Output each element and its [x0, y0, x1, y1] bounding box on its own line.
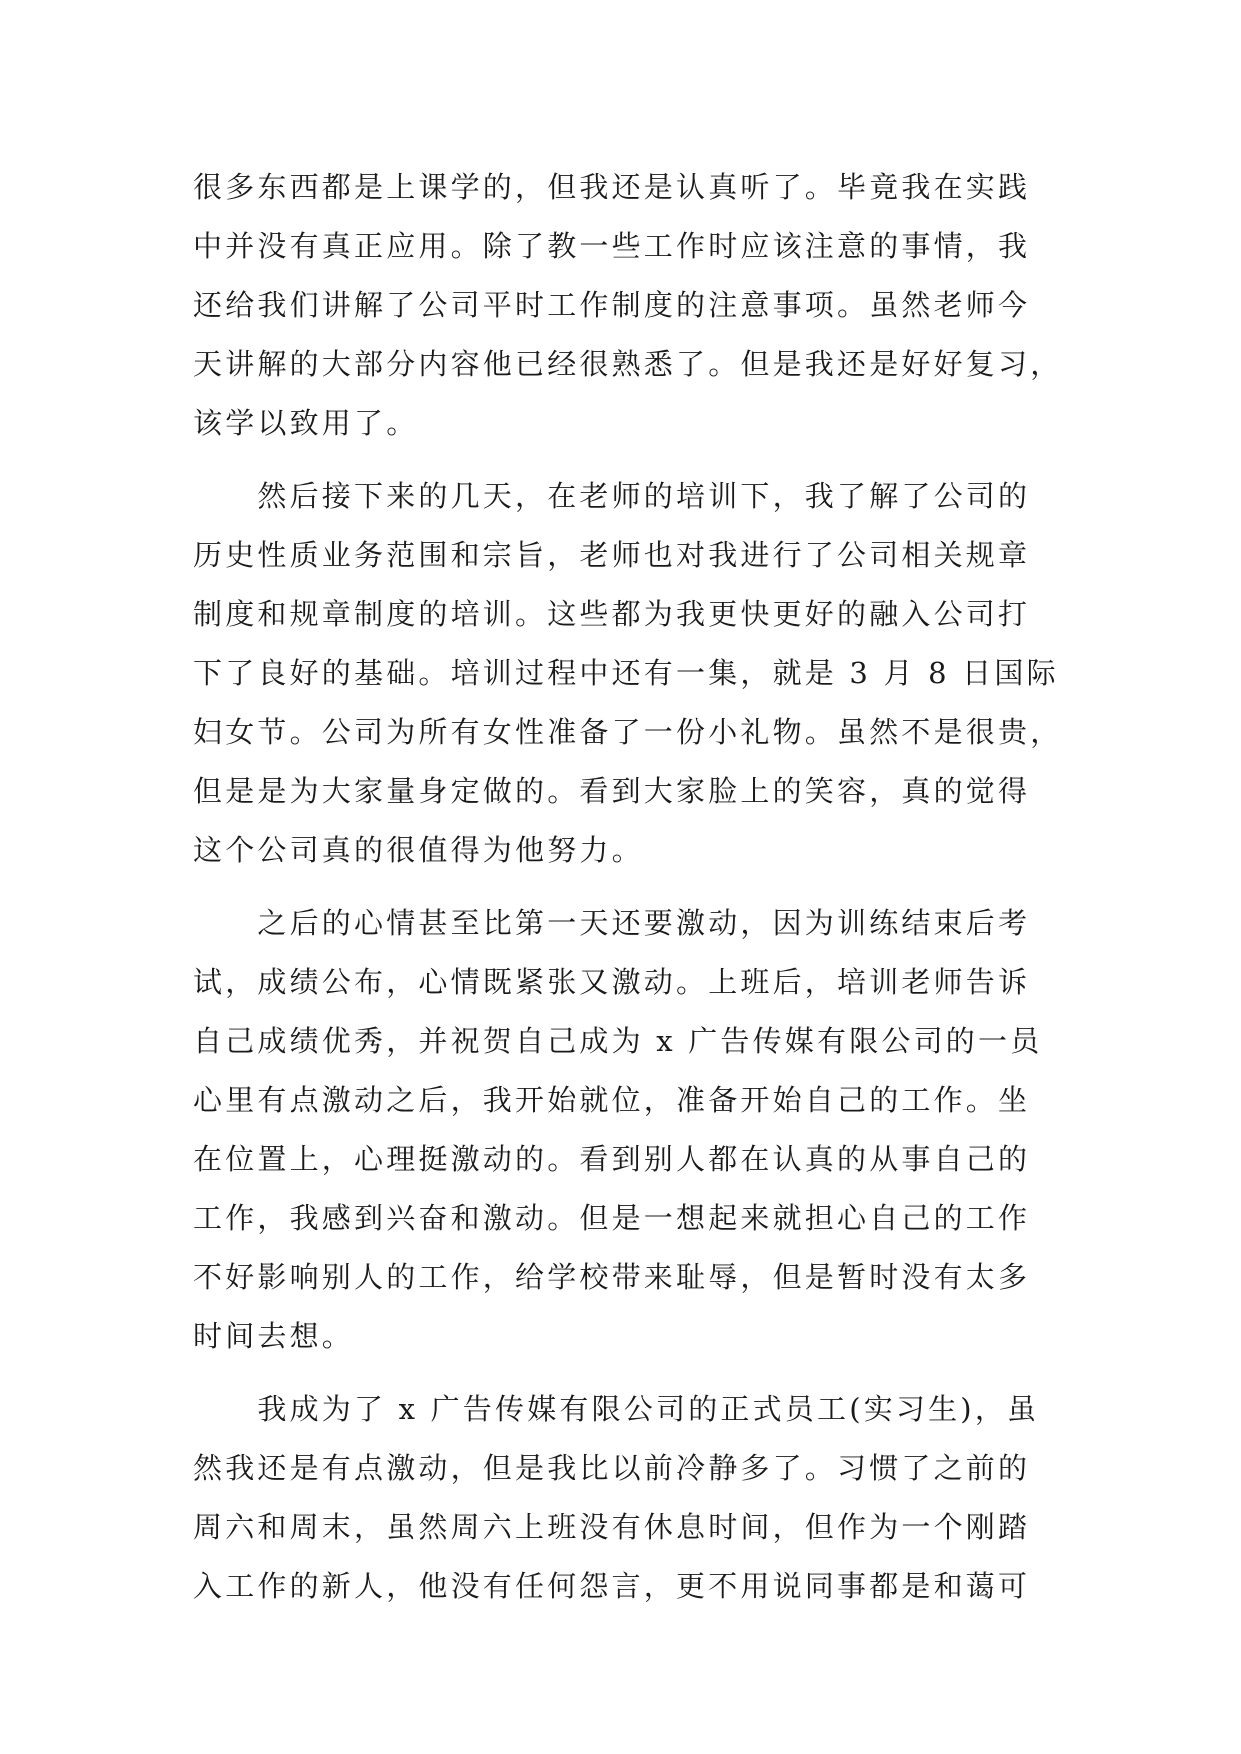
text-line: 不好影响别人的工作，给学校带来耻辱，但是暂时没有太多 [193, 1260, 1031, 1294]
text-line: 下了良好的基础。培训过程中还有一集，就是 3 月 8 日国际 [193, 656, 1059, 690]
text-line: 工作，我感到兴奋和激动。但是一想起来就担心自己的工作 [193, 1201, 1031, 1235]
text-line: 妇女节。公司为所有女性准备了一份小礼物。虽然不是很贵， [193, 715, 1063, 749]
document-body [193, 158, 1063, 1616]
text-line: 但是是为大家量身定做的。看到大家脸上的笑容，真的觉得 [193, 774, 1031, 808]
text-line: 周六和周末，虽然周六上班没有休息时间，但作为一个刚踏 [193, 1510, 1031, 1544]
text-line: 试，成绩公布，心情既紧张又激动。上班后，培训老师告诉 [193, 965, 1031, 999]
text-line: 在位置上，心理挺激动的。看到别人都在认真的从事自己的 [193, 1142, 1031, 1176]
text-line: 然后接下来的几天，在老师的培训下，我了解了公司的 [193, 479, 1031, 513]
text-line: 该学以致用了。 [193, 406, 419, 440]
text-line: 然我还是有点激动，但是我比以前冷静多了。习惯了之前的 [193, 1451, 1031, 1485]
text-line: 我成为了 x 广告传媒有限公司的正式员工(实习生)，虽 [193, 1392, 1040, 1426]
paragraph-1 [193, 158, 1063, 453]
text-line: 自己成绩优秀，并祝贺自己成为 x 广告传媒有限公司的一员 [193, 1024, 1043, 1058]
text-line: 入工作的新人，他没有任何怨言，更不用说同事都是和蔼可 [193, 1569, 1031, 1603]
text-line: 之后的心情甚至比第一天还要激动，因为训练结束后考 [193, 906, 1031, 940]
text-line: 还给我们讲解了公司平时工作制度的注意事项。虽然老师今 [193, 288, 1031, 322]
text-line: 中并没有真正应用。除了教一些工作时应该注意的事情，我 [193, 229, 1031, 263]
paragraph-2 [193, 467, 1063, 880]
text-line: 这个公司真的很值得为他努力。 [193, 833, 644, 867]
paragraph-4 [193, 1380, 1053, 1616]
text-line: 制度和规章制度的培训。这些都为我更快更好的融入公司打 [193, 597, 1031, 631]
text-line: 很多东西都是上课学的，但我还是认真听了。毕竟我在实践 [193, 170, 1031, 204]
text-line: 天讲解的大部分内容他已经很熟悉了。但是我还是好好复习， [193, 347, 1063, 381]
text-line: 历史性质业务范围和宗旨，老师也对我进行了公司相关规章 [193, 538, 1031, 572]
paragraph-3 [193, 894, 1053, 1366]
text-line: 时间去想。 [193, 1319, 355, 1353]
text-line: 心里有点激动之后，我开始就位，准备开始自己的工作。坐 [193, 1083, 1031, 1117]
